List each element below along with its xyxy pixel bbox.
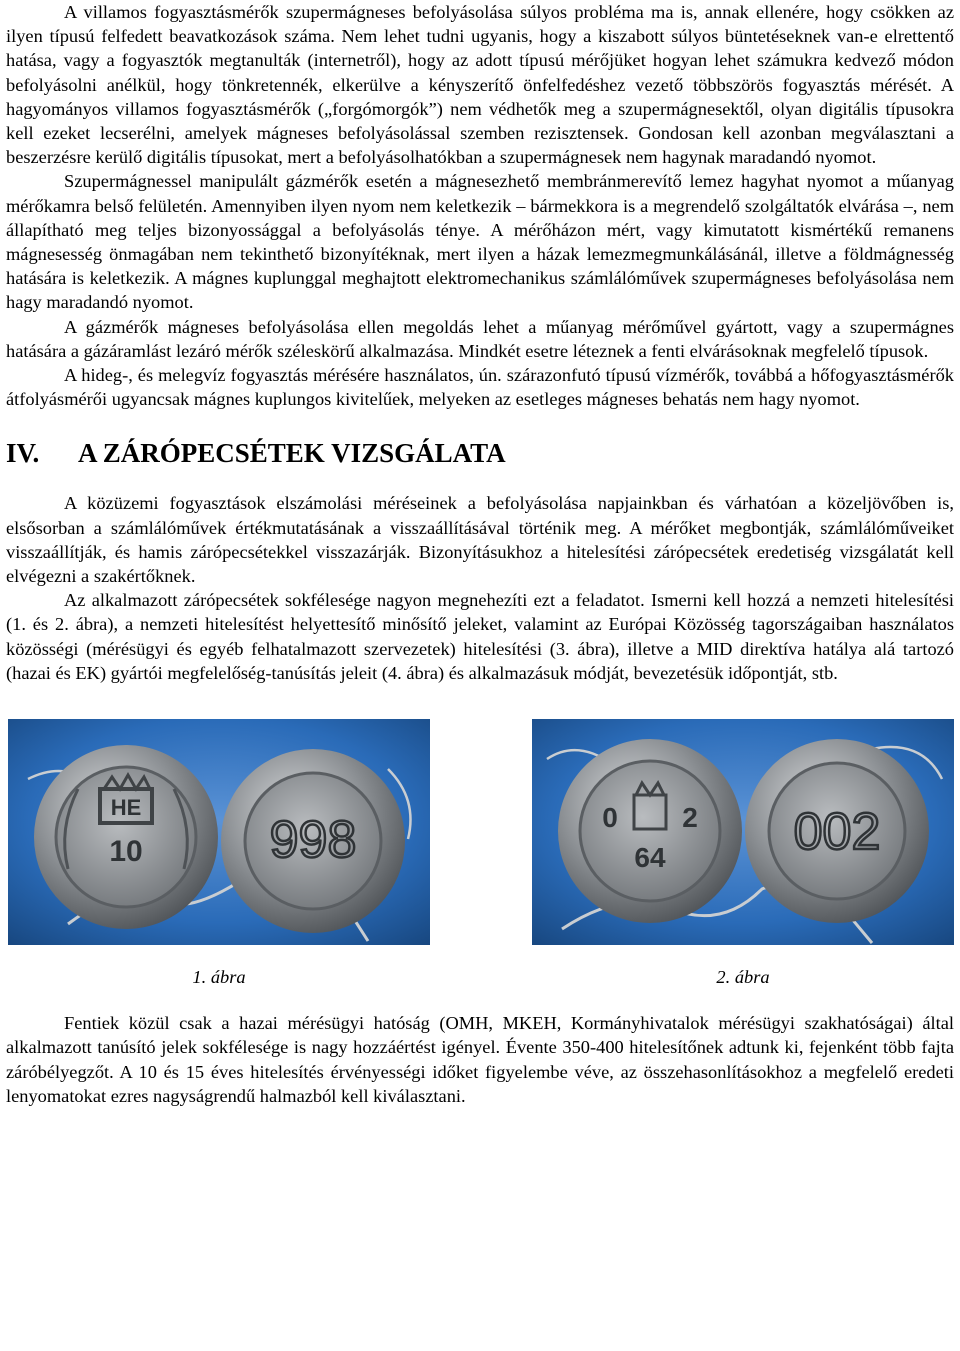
seal-left <box>558 739 742 923</box>
body-text-mid <box>6 491 954 685</box>
section-title: A ZÁRÓPECSÉTEK VIZSGÁLATA <box>78 438 506 469</box>
figure-2 <box>532 719 954 989</box>
paragraph: Fentiek közül csak a hazai mérésügyi hatóság (OMH, MKEH, Kormányhivatalok mérésügyi szakhatóságai) által alkalmazott tanúsító jelek sokfélesége is nagy hozzáértést igényel. Évente 350-400 hitelesítőnek adtunk ki, fejenként több fajta záróbélyegzőt. A 10 és 15 éves hitelesítés érvényességi időket figyelembe véve, az összehasonlításokhoz a megfelelő eredeti lenyomatokat ezres nagyságrendű halmazból kell kiválasztani. <box>6 1013 954 1106</box>
seal-right <box>221 749 405 933</box>
paragraph: A villamos fogyasztásmérők szupermágneses befolyásolása súlyos probléma ma is, annak ellenére, hogy csökken az ilyen típusú felfedett beavatkozások száma. Nem lehet tudni ugyanis, hogy a kiszabott súlyos büntetéseknek van-e elrettentő hatása, vagy a fogyasztók megtanulták (internetről), hogy az adott típusú mérőjüket hogyan lehet számukra kedvező módon befolyásolni anélkül, hogy tönkretennék, elkerülve a kényszerítő önfelfedéshez vezető többszörös fogyasztás mérését. A hagyományos villamos fogyasztásmérők („forgómorgók”) nem védhetők meg a szupermágnesektől, olyan digitális típusokra kell ezeket lecserélni, amelyek mágneses befolyásolással szemben rezisztensek. Gondosan kell azonban megválasztani a beszerzésre kerülő digitális típusokat, mert a befolyásolhatókban a szupermágnesek nem hagynak maradandó nyomot. <box>6 2 954 168</box>
seal-mark-serial: 002 <box>793 803 881 862</box>
body-text-top <box>6 0 954 411</box>
section-heading <box>6 435 954 471</box>
paragraph: A gázmérők mágneses befolyásolása ellen megoldás lehet a műanyag mérőművel gyártott, vagy a szupermágnes hatására a gázáramlást lezáró mérők széleskörű alkalmazása. Mindkét esetre léteznek a fenti elvárásoknak megfelelő típusok. <box>6 316 954 361</box>
seal-mark-he: HE <box>110 795 142 821</box>
seal-mark-left-digit: 0 <box>602 802 618 834</box>
body-text-bottom <box>6 1011 954 1108</box>
seal-mark-year: 64 <box>634 842 666 874</box>
seal-right <box>745 739 929 923</box>
paragraph: Szupermágnessel manipulált gázmérők esetén a mágnesezhető membránmerevítő lemez hagyhat nyomot a műanyag mérőkamra belső felületén. Amennyiben ilyen nyom nem keletkezik – bármekkora is a megrendelő szolgáltatók elvárása –, nem állapítható meg teljes bizonyossággal a befolyásolás ténye. A mérőházon mért, vagy kimutatott kismértékű remanens mágnesesség önmagában nem tekinthető bizonyítéknak, mert ilyen a házak lemezmegmunkálásánál, illetve a földmágnesség hatására is keletkezik. A mágnes kuplunggal meghajtott elektromechanikus számlálóművek szupermágneses befolyásolása nem hagy maradandó nyomot. <box>6 171 954 313</box>
seal-mark-right-digit: 2 <box>682 802 698 834</box>
figure-row <box>6 719 954 989</box>
figure-1 <box>8 719 430 989</box>
seal-mark-serial: 998 <box>269 811 357 870</box>
section-number: IV. <box>6 438 40 469</box>
seal-mark-number: 10 <box>109 835 143 869</box>
figure-caption: 2. ábra <box>716 967 770 988</box>
seal-photo-1 <box>8 719 430 945</box>
paragraph: A hideg-, és melegvíz fogyasztás mérésére használatos, ún. szárazonfutó típusú vízmérők, továbbá a hőfogyasztásmérők átfolyásmérői ugyancsak mágnes kuplungos kivitelűek, melyeken az esetleges mágneses behatás nem hagy nyomot. <box>6 365 954 410</box>
seal-left <box>34 745 218 929</box>
paragraph: A közüzemi fogyasztások elszámolási méréseinek a befolyásolása napjainkban és várhatóan a közeljövőben is, elsősorban a számlálóművek értékmutatásának a visszaállításával történik meg. A mérőket megbontják, számlálóműveiket visszaállítják, és hamis zárópecsétekkel visszazárják. Bizonyításukhoz a hitelesítési zárópecsétek eredetiség vizsgálatát kell elvégezni a szakértőknek. <box>6 493 954 587</box>
figure-caption: 1. ábra <box>192 967 246 988</box>
seal-photo-2 <box>532 719 954 945</box>
paragraph: Az alkalmazott zárópecsétek sokfélesége nagyon megnehezíti ezt a feladatot. Ismerni kell hozzá a nemzeti hitelesítési (1. és 2. ábra), a nemzeti hitelesítést helyettesítő minősítő jeleket, valamint az Európai Közösség tagországaiban használatos közösségi (mérésügyi és egyéb felhatalmazott szervezetek) hitelesítési (3. ábra), illetve a MID direktíva hatálya alá tartozó (hazai és EK) gyártói megfelelőség-tanúsítás jeleit (4. ábra) és alkalmazásuk módját, bevezetésük időpontját, stb. <box>6 590 954 683</box>
